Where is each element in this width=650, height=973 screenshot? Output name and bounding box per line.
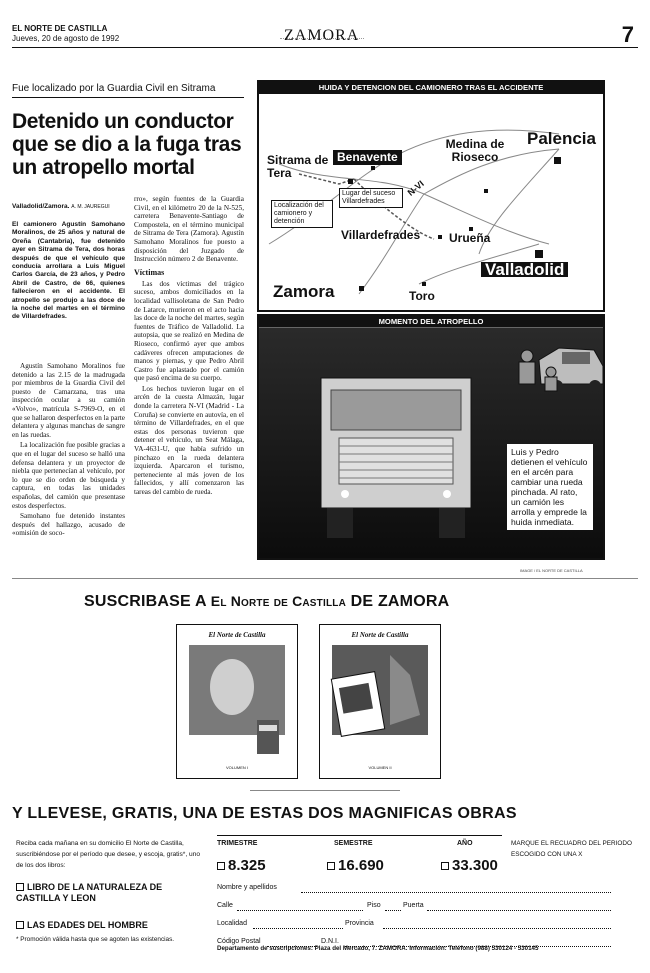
book-cover-volume-1 <box>176 624 298 779</box>
map-label-toro: Toro <box>409 289 435 303</box>
period-ano: AÑO <box>457 840 473 847</box>
checkbox[interactable] <box>327 862 335 870</box>
price-ano[interactable] <box>441 857 498 874</box>
book-1-art <box>177 625 297 775</box>
article-column-2 <box>134 195 244 499</box>
field-town[interactable] <box>217 920 627 932</box>
zamora-marker <box>359 286 364 291</box>
paragraph: Los hechos tuvieron lugar en el arcén de la cuesta Almazán, lugar donde la carretera N-VI (Madrid - La Coruña) se convierte en autovía, en el término de Villardefrades, en el que estas dos personas tuvieron que detener el vehículo, un Seat Málaga, VA-4631-U, que había sufrido un pinchazo en la rueda delantera izquierda. Aparcaron el turismo, perteneciente al más joven de los fallecidos, y allí comenzaron las tareas del cambio de rueda. <box>134 384 244 496</box>
book-volume: VOLUMEN I <box>225 765 248 770</box>
price-value: 16.690 <box>338 857 384 874</box>
checkbox[interactable] <box>16 883 24 891</box>
page-number: 7 <box>621 22 634 47</box>
map-label-sitrama: Sitrama de Tera <box>267 153 329 180</box>
period-trimestre: TRIMESTRE <box>217 840 258 847</box>
paragraph: rro», según fuentes de la Guardia Civil, en el kilómetro 20 de la N-525, carretera Benavente-Santiago de Compostela, en el término municipal de Sitrama de Tera (Zamora). Agustín Samohano Moralinos fue puesto a disposición del Juzgado de Instrucción número 2 de Benavente. <box>134 195 244 264</box>
article-kicker: Fue localizado por la Guardia Civil en Sitrama <box>12 83 244 98</box>
map-label-valladolid: Valladolid <box>481 262 568 277</box>
checkbox[interactable] <box>441 862 449 870</box>
map-label-benavente: Benavente <box>333 150 402 165</box>
paragraph: Agustín Samohano Moralinos fue detenido a las 2.15 de la madrugada por miembros de la Guardia Civil del puesto de Camarzana, tras una inspección ocular a su camión «Volvo», matrícula S-7969-O, en el que se hallaron desperfectos en la parte delantera y algunas manchas de sangre en las ruedas. <box>12 362 125 439</box>
field-label-floor: Piso <box>367 902 381 909</box>
byline: A. M. JAUREGUI <box>71 204 110 210</box>
form-rule <box>217 835 502 836</box>
book-option-label: LIBRO DE LA NATURALEZA DE CASTILLA Y LEON <box>16 882 163 903</box>
field-label: Localidad <box>217 920 247 927</box>
article-column-1 <box>12 362 125 540</box>
illustration-callout: Luis y Pedro detienen el vehículo en el arcén para cambiar una rueda pinchada. Al rato, un camión les arrolla y emprede la huida inmediata. <box>507 444 593 530</box>
medina-marker <box>484 189 488 193</box>
ad-intro: Reciba cada mañana en su domicilio El Norte de Castilla, suscribiéndose por el período que desee, y escoja, gratis*, uno de los dos libros: <box>16 840 201 869</box>
offer-headline: Y LLEVESE, GRATIS, UNA DE ESTAS DOS MAGNIFICAS OBRAS <box>12 805 517 822</box>
checkbox[interactable] <box>217 862 225 870</box>
field-name[interactable] <box>217 884 627 896</box>
sitrama-marker <box>348 179 353 184</box>
accident-illustration <box>257 314 605 560</box>
book-option-label: LAS EDADES DEL HOMBRE <box>27 920 148 930</box>
illustration-title: MOMENTO DEL ATROPELLO <box>259 316 603 328</box>
paragraph: Las dos víctimas del trágico suceso, ambos domiciliados en la localidad vallisoletana de San Pedro de Latarce, murieron en el acto hacia las doce de la noche del martes, según fuentes de Tráfico de Valladolid. La autopsia, que se realizó en Medina de Rioseco, confirmó ayer que ambos cadáveres ofrecen amputaciones de manos y piernas, y que Pedro Abril Castro fue aplastado por el camión que pasó encima de su cuerpo. <box>134 279 244 383</box>
book-cover-volume-2 <box>319 624 441 779</box>
book-title: El Norte de Castilla <box>208 631 266 639</box>
period-instruction: MARQUE EL RECUADRO DEL PERIODO ESCOGIDO CON UNA X <box>511 840 632 858</box>
paper-name: EL NORTE DE CASTILLA <box>12 24 108 33</box>
villardefrades-marker <box>438 235 442 239</box>
map-label-road: N-VI <box>405 178 426 198</box>
map-note-location: Localización del camionero y detención <box>271 200 333 228</box>
map-label-uruena: Urueña <box>449 231 491 245</box>
book-option-naturaleza[interactable] <box>16 882 206 904</box>
ad-divider <box>12 578 638 579</box>
map-label-medina: Medina de Rioseco <box>445 137 505 164</box>
map-label-zamora: Zamora <box>273 282 335 301</box>
ad-title-part: SUSCRIBASE A <box>84 593 207 610</box>
book-2-art <box>320 625 440 775</box>
ad-title-part: DE ZAMORA <box>350 593 450 610</box>
promo-note: * Promoción válida hasta que se agoten las existencias. <box>16 936 175 943</box>
section-title: ZAMORA <box>284 27 360 44</box>
price-value: 33.300 <box>452 857 498 874</box>
price-semestre[interactable] <box>327 857 384 874</box>
checkbox[interactable] <box>16 921 24 929</box>
price-trimestre[interactable] <box>217 857 266 874</box>
subhead: Víctimas <box>134 267 165 277</box>
article-headline: Detenido un conductor que se dio a la fuga tras un atropello mortal <box>12 110 242 179</box>
field-label-dni: D.N.I. <box>321 938 339 945</box>
book-volume: VOLUMEN II <box>368 765 392 770</box>
benavente-marker <box>371 166 375 170</box>
field-street[interactable] <box>217 902 627 914</box>
paragraph: Samohano fue detenido instantes después del hallazgo, acusado de «omisión de soco- <box>12 512 125 538</box>
price-value: 8.325 <box>228 857 266 874</box>
book-title: El Norte de Castilla <box>351 631 409 639</box>
issue-date: Jueves, 20 de agosto de 1992 <box>12 34 120 43</box>
palencia-marker <box>554 157 561 164</box>
masthead <box>12 22 638 48</box>
subscriptions-department: Departamento de suscripciones: Plaza del Mercado, 7. ZAMORA. Información: Teléfono (988) 530124 - 530145 <box>217 945 539 952</box>
field-label: Nombre y apellidos <box>217 884 277 891</box>
article-lead: El camionero Agustín Samohano Moralinos, de 25 años y natural de Oreña (Cantabria), fue detenido ayer en Sitrama de Tera, dos horas después de que el vehículo que conducía arrollara a Luis Miguel Carlos García, de 23 años, y Pedro Abril de Castro, de 66, quienes fallecieron en el accidente. El atropello se produjo a las doce de la noche del martes en el término de Villardefrades. <box>12 221 125 321</box>
route-map <box>257 80 605 312</box>
period-semestre: SEMESTRE <box>334 840 373 847</box>
toro-marker <box>422 282 426 286</box>
ad-title-brand: El Norte de Castilla <box>210 593 347 609</box>
dateline-place: Valladolid/Zamora. <box>12 203 70 210</box>
map-title: HUIDA Y DETENCION DEL CAMIONERO TRAS EL ACCIDENTE <box>259 82 603 94</box>
map-label-palencia: Palencia <box>527 129 596 148</box>
valladolid-marker <box>535 250 543 258</box>
graphic-credit: IMAGE / EL NORTE DE CASTILLA <box>520 568 583 573</box>
ad-title <box>84 593 449 611</box>
book-option-edades[interactable] <box>16 920 148 931</box>
field-label: Calle <box>217 902 233 909</box>
paragraph: La localización fue posible gracias a que en el lugar del suceso se halló una defensa delantera y un proyector de niebla que pertenecían al vehículo, por lo que se dio orden de búsqueda y captura, en todas las unidades españolas, del camión que presentase estos desperfectos. <box>12 441 125 510</box>
field-label: Código Postal <box>217 938 261 945</box>
ad-divider <box>250 790 400 791</box>
field-label-door: Puerta <box>403 902 424 909</box>
map-note-place: Lugar del suceso Villardefrades <box>339 188 403 208</box>
map-label-villardefrades: Villardefrades <box>341 228 421 242</box>
field-label-province: Provincia <box>345 920 374 927</box>
